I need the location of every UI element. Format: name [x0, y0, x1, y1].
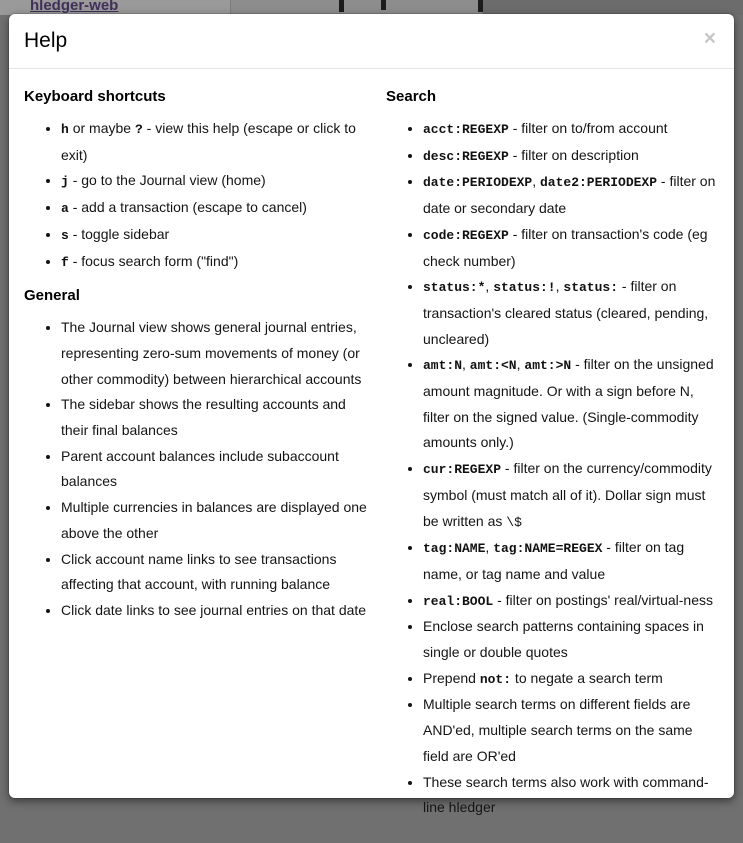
list-item: • Multiple search terms on different fields are AND'ed, multiple search terms on the same field are OR'ed [423, 692, 722, 769]
code-term: j [61, 174, 69, 190]
list-item: • Prepend not: to negate a search term [423, 666, 722, 693]
keyboard-shortcuts-list [24, 116, 368, 275]
list-item: • The sidebar shows the resulting accounts and their final balances [61, 392, 368, 443]
list-item: • date:PERIODEXP, date2:PERIODEXP - filter on date or secondary date [423, 169, 722, 221]
mono-term: \$ [506, 514, 522, 530]
code-term: tag:NAME [423, 541, 486, 557]
code-term: code:REGEXP [423, 227, 509, 243]
list-item: • s - toggle sidebar [61, 222, 368, 249]
code-term: status:! [493, 280, 556, 296]
code-term: date2:PERIODEXP [540, 175, 658, 191]
list-item: • tag:NAME, tag:NAME=REGEX - filter on tag name, or tag name and value [423, 535, 722, 587]
modal-header [9, 14, 734, 69]
code-term: tag:NAME=REGEX [493, 541, 603, 557]
help-column-left [24, 76, 386, 632]
list-item: • f - focus search form ("find") [61, 249, 368, 276]
background-heading-fragment [478, 0, 483, 12]
list-item: • code:REGEXP - filter on transaction's code (eg check number) [423, 222, 722, 274]
list-item: • j - go to the Journal view (home) [61, 168, 368, 195]
code-term: status: [563, 280, 619, 296]
list-item: • a - add a transaction (escape to cancel) [61, 195, 368, 222]
code-term: a [61, 201, 69, 217]
code-term: desc:REGEXP [423, 148, 509, 164]
code-term: amt:N [423, 358, 463, 374]
background-heading-fragment [381, 0, 386, 10]
code-term: ? [134, 122, 143, 137]
background-page-strip [0, 0, 743, 15]
code-term: date:PERIODEXP [423, 175, 533, 191]
section-heading-keyboard-shortcuts: Keyboard shortcuts [24, 88, 166, 105]
code-term: cur:REGEXP [423, 462, 502, 478]
help-modal [9, 14, 734, 816]
list-item: • Enclose search patterns containing spaces in single or double quotes [423, 614, 722, 665]
code-term: acct:REGEXP [423, 122, 509, 137]
list-item: • These search terms also work with command-line hledger [423, 770, 722, 821]
section-heading-search: Search [386, 88, 437, 105]
background-hledger-web-link: hledger-web [30, 0, 119, 14]
code-term: s [61, 227, 69, 243]
list-item: • status:*, status:!, status: - filter on transaction's cleared status (cleared, pending, uncleared) [423, 274, 722, 352]
help-column-right [386, 76, 722, 829]
list-item: • desc:REGEXP - filter on description [423, 143, 722, 170]
close-icon[interactable]: × [703, 27, 716, 50]
code-term: status:* [423, 280, 486, 296]
code-term: f [61, 254, 69, 270]
list-item: • Click date links to see journal entries on that date [61, 598, 368, 624]
background-content-area [230, 0, 483, 15]
list-item: • h or maybe ? - view this help (escape or click to exit) [61, 116, 368, 168]
list-item: • Parent account balances include subaccount balances [61, 444, 368, 495]
list-item: • Click account name links to see transactions affecting that account, with running balance [61, 547, 368, 598]
list-item: • The Journal view shows general journal entries, representing zero-sum movements of money (or other commodity) between hierarchical accounts [61, 315, 368, 392]
list-item: • real:BOOL - filter on postings' real/virtual-ness [423, 588, 722, 615]
general-list [24, 315, 368, 623]
background-content-area-right [483, 0, 743, 15]
list-item: • Multiple currencies in balances are displayed one above the other [61, 495, 368, 546]
background-sidebar-area [0, 0, 230, 15]
background-heading-fragment [339, 0, 344, 12]
list-item: • cur:REGEXP - filter on the currency/commodity symbol (must match all of it). Dollar sign must be written as \$ [423, 456, 722, 535]
list-item: • acct:REGEXP - filter on to/from account [423, 116, 722, 143]
code-term: real:BOOL [423, 593, 494, 609]
code-term: not: [479, 671, 512, 687]
section-heading-general: General [24, 287, 80, 305]
search-list [386, 116, 722, 821]
code-term: amt:<N [469, 358, 517, 374]
modal-body [9, 69, 734, 843]
code-term: h [61, 122, 69, 137]
list-item: • amt:N, amt:<N, amt:>N - filter on the unsigned amount magnitude. Or with a sign before N, filter on the signed value. (Single-commodity amounts only.) [423, 352, 722, 456]
modal-title: Help [24, 29, 68, 52]
code-term: amt:>N [524, 358, 572, 374]
